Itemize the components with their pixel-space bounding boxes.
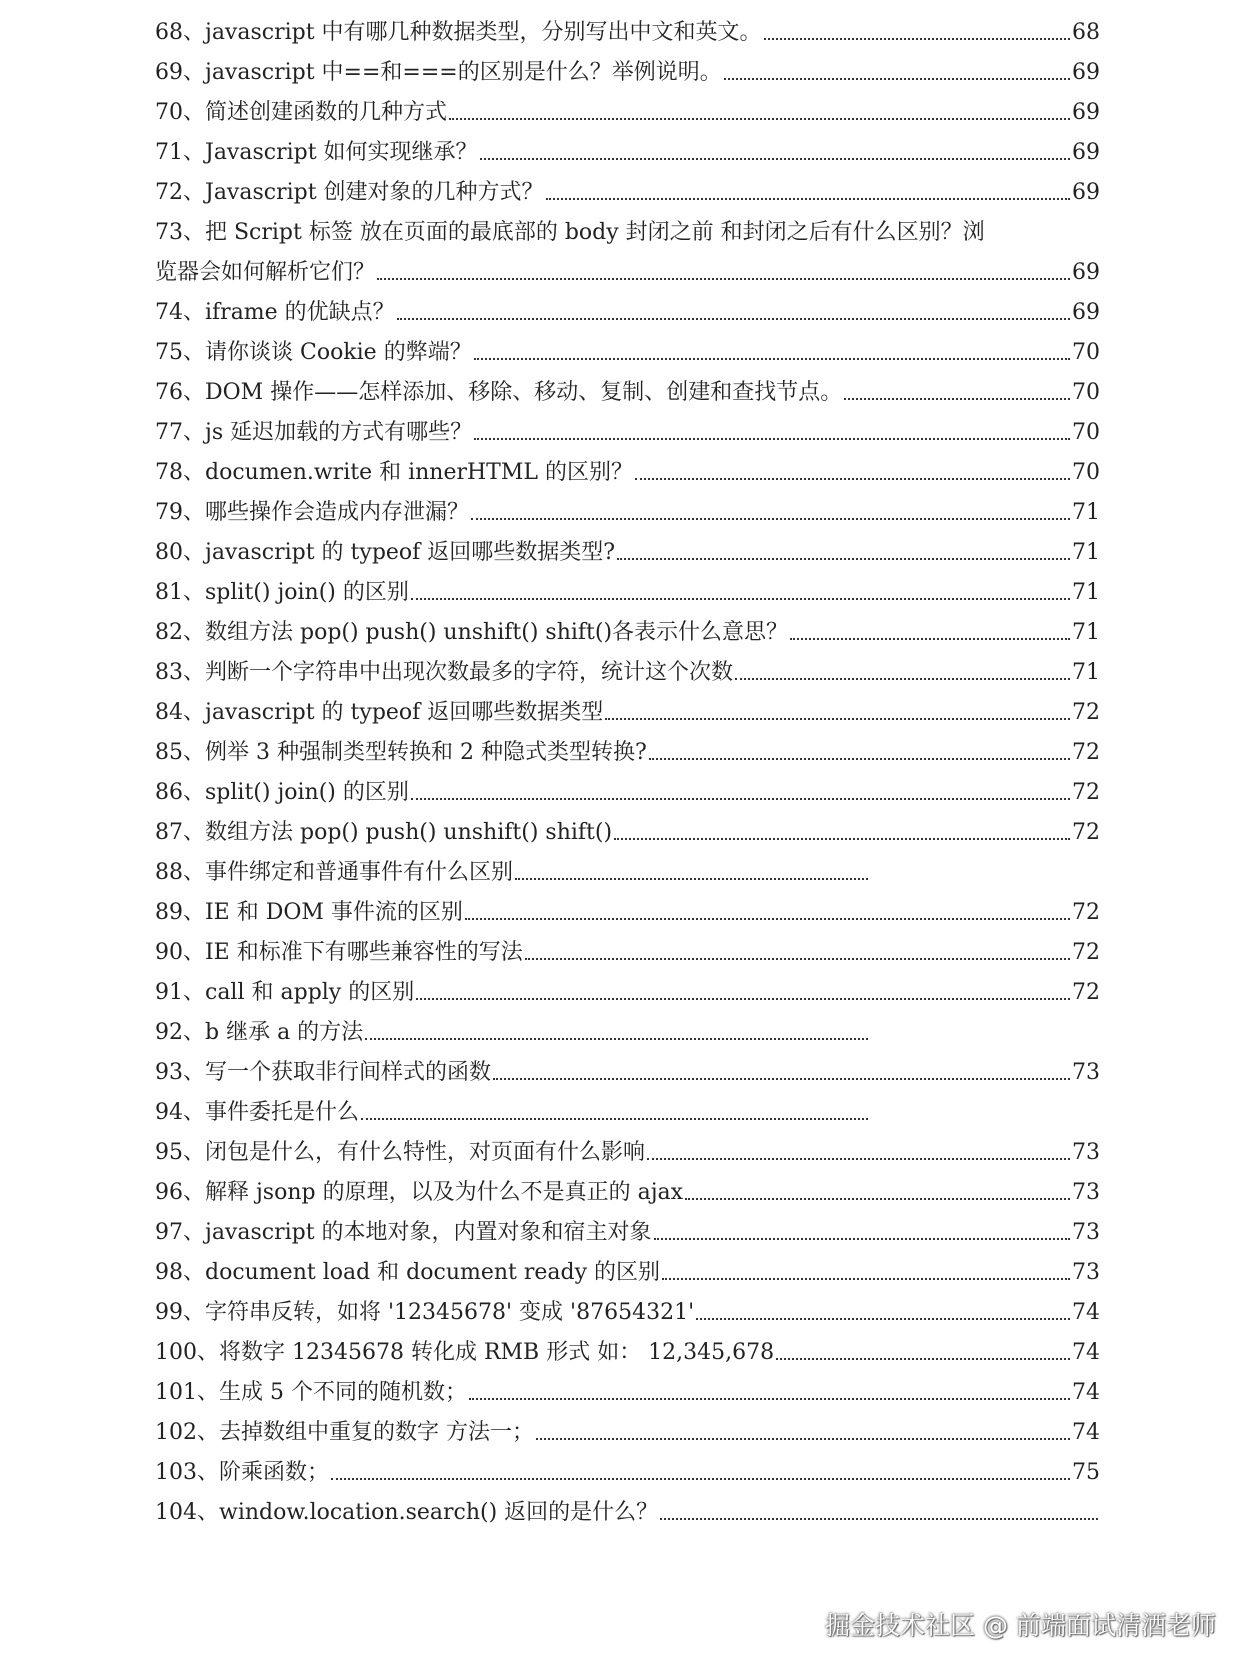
entry-title: 90、IE 和标准下有哪些兼容性的写法 [155, 940, 523, 965]
entry-title: 102、去掉数组中重复的数字 方法一； [155, 1420, 534, 1445]
toc-entry [155, 1458, 1100, 1488]
dot-leader [776, 1358, 1070, 1360]
dot-leader [662, 1278, 1070, 1280]
dot-leader [617, 558, 1070, 560]
dot-leader [724, 78, 1070, 80]
toc-entry [155, 978, 1100, 1008]
toc-entry [155, 1098, 870, 1128]
toc-entry [155, 1378, 1100, 1408]
entry-title: 79、哪些操作会造成内存泄漏？ [155, 500, 469, 525]
entry-title: 68、javascript 中有哪几种数据类型，分别写出中文和英文。 [155, 20, 762, 45]
toc-entry [155, 1058, 1100, 1088]
entry-page: 74 [1072, 1420, 1100, 1445]
dot-leader [465, 918, 1070, 920]
entry-page: 70 [1072, 340, 1100, 365]
entry-title: 103、阶乘函数； [155, 1460, 329, 1485]
dot-leader [654, 1238, 1070, 1240]
toc-entry [155, 698, 1100, 728]
entry-page: 71 [1072, 660, 1100, 685]
dot-leader [647, 1158, 1070, 1160]
entry-page: 73 [1072, 1260, 1100, 1285]
entry-page: 75 [1072, 1460, 1100, 1485]
entry-title: 83、判断一个字符串中出现次数最多的字符，统计这个次数 [155, 660, 733, 685]
entry-title: 74、iframe 的优缺点？ [155, 300, 395, 325]
entry-title: 101、生成 5 个不同的随机数； [155, 1380, 467, 1405]
dot-leader [397, 318, 1070, 320]
entry-page: 69 [1072, 100, 1100, 125]
entry-page: 70 [1072, 460, 1100, 485]
toc-entry [155, 1258, 1100, 1288]
entry-page: 71 [1072, 580, 1100, 605]
dot-leader [536, 1438, 1070, 1440]
entry-title: 91、call 和 apply 的区别 [155, 980, 415, 1005]
entry-title: 76、DOM 操作——怎样添加、移除、移动、复制、创建和查找节点。 [155, 380, 843, 405]
entry-page: 74 [1072, 1340, 1100, 1365]
entry-page: 73 [1072, 1140, 1100, 1165]
dot-leader [471, 518, 1070, 520]
toc-entry [155, 738, 1100, 768]
toc-entry [155, 58, 1100, 88]
entry-title: 81、split() join() 的区别 [155, 580, 409, 605]
toc-entry [155, 538, 1100, 568]
dot-leader [790, 638, 1070, 640]
dot-leader [480, 158, 1070, 160]
dot-leader [764, 38, 1070, 40]
dot-leader [469, 1398, 1070, 1400]
dot-leader [493, 1078, 1070, 1080]
entry-title: 92、b 继承 a 的方法 [155, 1020, 364, 1045]
entry-page: 69 [1072, 300, 1100, 325]
toc-entry [155, 1138, 1100, 1168]
entry-title: 87、数组方法 pop() push() unshift() shift() [155, 820, 613, 845]
toc-entry [155, 258, 1100, 288]
entry-title: 77、js 延迟加载的方式有哪些？ [155, 420, 473, 445]
toc-entry [155, 298, 1100, 328]
entry-title: 72、Javascript 创建对象的几种方式？ [155, 180, 544, 205]
toc-entry [155, 1178, 1100, 1208]
entry-title: 69、javascript 中==和===的区别是什么？举例说明。 [155, 60, 722, 85]
entry-title: 览器会如何解析它们？ [155, 260, 376, 285]
entry-title: 89、IE 和 DOM 事件流的区别 [155, 900, 463, 925]
toc-entry [155, 18, 1100, 48]
dot-leader [844, 398, 1070, 400]
entry-page: 71 [1072, 540, 1100, 565]
entry-title: 85、例举 3 种强制类型转换和 2 种隐式类型转换? [155, 740, 647, 765]
entry-page: 72 [1072, 740, 1100, 765]
dot-leader [331, 1478, 1070, 1480]
entry-title: 98、document load 和 document ready 的区别 [155, 1260, 661, 1285]
toc-entry-first-line: 73、把 Script 标签 放在页面的最底部的 body 封闭之前 和封闭之后有什么区别？浏 [155, 220, 985, 245]
dot-leader [525, 958, 1070, 960]
entry-page: 73 [1072, 1060, 1100, 1085]
toc-entry [155, 1418, 1100, 1448]
entry-page: 73 [1072, 1180, 1100, 1205]
entry-title: 70、简述创建函数的几种方式 [155, 100, 447, 125]
dot-leader [474, 358, 1070, 360]
toc-entry [155, 778, 1100, 808]
dot-leader [546, 198, 1070, 200]
dot-leader [416, 998, 1070, 1000]
entry-page: 72 [1072, 820, 1100, 845]
dot-leader [735, 678, 1070, 680]
entry-page: 70 [1072, 380, 1100, 405]
dot-leader [685, 1198, 1070, 1200]
entry-title: 80、javascript 的 typeof 返回哪些数据类型? [155, 540, 616, 565]
entry-page: 72 [1072, 700, 1100, 725]
entry-title: 99、字符串反转，如将 '12345678' 变成 '87654321' [155, 1300, 695, 1325]
entry-page: 69 [1072, 180, 1100, 205]
toc-entry [155, 938, 1100, 968]
dot-leader [361, 1118, 868, 1120]
entry-page: 74 [1072, 1300, 1100, 1325]
entry-page: 72 [1072, 900, 1100, 925]
entry-page: 71 [1072, 500, 1100, 525]
dot-leader [614, 838, 1070, 840]
toc-entry [155, 338, 1100, 368]
toc-entry [155, 498, 1100, 528]
toc-entry [155, 138, 1100, 168]
toc-entry [155, 1218, 1100, 1248]
entry-page: 74 [1072, 1380, 1100, 1405]
entry-page: 72 [1072, 980, 1100, 1005]
entry-title: 95、闭包是什么，有什么特性，对页面有什么影响 [155, 1140, 645, 1165]
entry-title: 100、将数字 12345678 转化成 RMB 形式 如： 12,345,678 [155, 1340, 775, 1365]
dot-leader [515, 878, 868, 880]
entry-title: 94、事件委托是什么 [155, 1100, 359, 1125]
dot-leader [474, 438, 1070, 440]
dot-leader [635, 478, 1070, 480]
dot-leader [605, 718, 1070, 720]
entry-page: 71 [1072, 620, 1100, 645]
entry-page: 68 [1072, 20, 1100, 45]
toc-entry [155, 1338, 1100, 1368]
entry-title: 104、window.location.search() 返回的是什么？ [155, 1500, 659, 1525]
entry-title: 97、javascript 的本地对象，内置对象和宿主对象 [155, 1220, 652, 1245]
dot-leader [660, 1518, 1098, 1520]
dot-leader [365, 1038, 868, 1040]
toc-entry [155, 378, 1100, 408]
dot-leader [377, 278, 1070, 280]
toc-entry [155, 578, 1100, 608]
entry-page: 69 [1072, 60, 1100, 85]
watermark: 掘金技术社区 @ 前端面试清酒老师 [825, 1611, 1216, 1640]
toc-entry [155, 658, 1100, 688]
toc-entry [155, 1298, 1100, 1328]
toc-entry [155, 898, 1100, 928]
entry-title: 84、javascript 的 typeof 返回哪些数据类型 [155, 700, 604, 725]
toc-entry [155, 618, 1100, 648]
entry-title: 88、事件绑定和普通事件有什么区别 [155, 860, 513, 885]
entry-page: 70 [1072, 420, 1100, 445]
entry-page: 69 [1072, 260, 1100, 285]
dot-leader [411, 598, 1070, 600]
entry-title: 93、写一个获取非行间样式的函数 [155, 1060, 491, 1085]
toc-entry [155, 818, 1100, 848]
toc-entry [155, 1498, 1100, 1528]
entry-page: 72 [1072, 780, 1100, 805]
toc-entry [155, 1018, 870, 1048]
dot-leader [649, 758, 1070, 760]
entry-title: 86、split() join() 的区别 [155, 780, 409, 805]
toc-entry [155, 858, 870, 888]
entry-page: 72 [1072, 940, 1100, 965]
entry-title: 96、解释 jsonp 的原理，以及为什么不是真正的 ajax [155, 1180, 684, 1205]
toc-entry [155, 418, 1100, 448]
toc-entry [155, 98, 1100, 128]
toc-entry [155, 458, 1100, 488]
entry-page: 73 [1072, 1220, 1100, 1245]
entry-title: 78、documen.write 和 innerHTML 的区别？ [155, 460, 633, 485]
entry-title: 82、数组方法 pop() push() unshift() shift()各表示什么意思？ [155, 620, 789, 645]
dot-leader [411, 798, 1070, 800]
dot-leader [449, 118, 1070, 120]
entry-title: 71、Javascript 如何实现继承？ [155, 140, 478, 165]
entry-title: 75、请你谈谈 Cookie 的弊端？ [155, 340, 472, 365]
dot-leader [696, 1318, 1070, 1320]
toc-entry [155, 178, 1100, 208]
entry-page: 69 [1072, 140, 1100, 165]
